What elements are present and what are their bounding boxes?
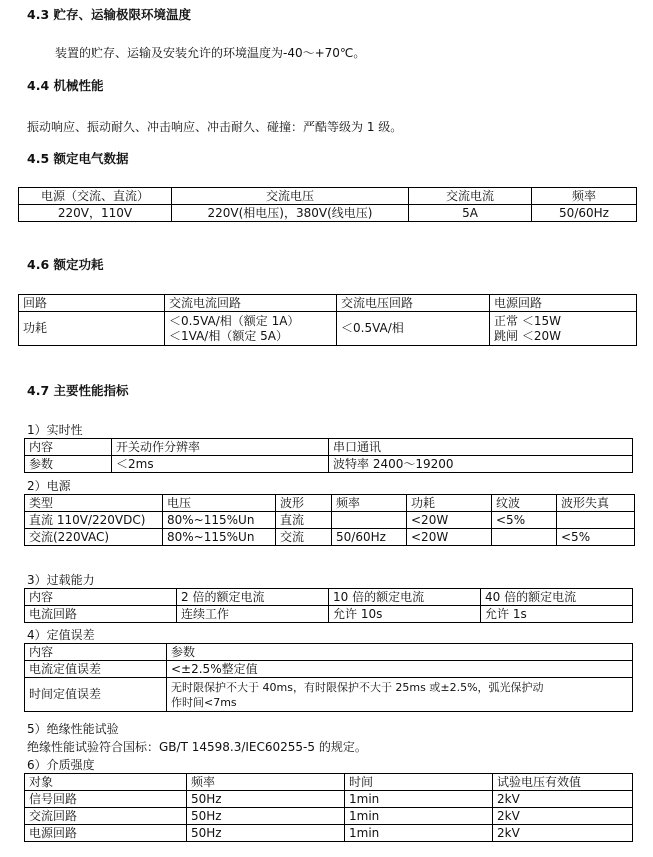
realtime-table xyxy=(24,438,633,473)
header-cell: 对象 xyxy=(25,774,187,791)
table-cell: 40 倍的额定电流 xyxy=(481,589,633,606)
header-cell: 电源回路 xyxy=(490,295,637,312)
table-cell: 参数 xyxy=(25,456,112,473)
table-cell: 50/60Hz xyxy=(532,205,637,222)
header-cell: 波形失真 xyxy=(557,495,635,512)
table-cell: 功耗 xyxy=(19,312,165,346)
section-4-7-heading: 4.7 主要性能指标 xyxy=(27,383,129,398)
cell-line: 跳闸 ＜20W xyxy=(494,328,561,343)
table-cell: <±2.5%整定值 xyxy=(167,661,633,678)
header-cell: 频率 xyxy=(187,774,345,791)
table-cell xyxy=(490,312,637,346)
header-cell: 时间 xyxy=(345,774,493,791)
header-cell: 频率 xyxy=(332,495,407,512)
header-cell: 类型 xyxy=(25,495,163,512)
table-cell: 80%~115%Un xyxy=(163,512,276,529)
header-cell: 功耗 xyxy=(407,495,492,512)
header-cell: 交流电流 xyxy=(409,188,532,205)
header-cell: 交流电压回路 xyxy=(337,295,490,312)
table-cell: <20W xyxy=(407,512,492,529)
table-cell: 内容 xyxy=(25,589,177,606)
table-cell: 10 倍的额定电流 xyxy=(329,589,481,606)
table-cell: 1min xyxy=(345,791,493,808)
table-cell: <20W xyxy=(407,529,492,546)
table-cell: 50/60Hz xyxy=(332,529,407,546)
table-cell: 直流 110V/220VDC) xyxy=(25,512,163,529)
header-cell: 回路 xyxy=(19,295,165,312)
table-cell: 内容 xyxy=(25,644,167,661)
table-cell: 开关动作分辨率 xyxy=(112,439,329,456)
table-cell: 交流(220VAC) xyxy=(25,529,163,546)
table-cell: 连续工作 xyxy=(177,606,329,623)
insulation-text: 绝缘性能试验符合国标：GB/T 14598.3/IEC60255-5 的规定。 xyxy=(27,740,367,754)
table-cell: <5% xyxy=(557,529,635,546)
section-4-3-heading: 4.3 贮存、运输极限环境温度 xyxy=(27,7,191,22)
table-cell: 时间定值误差 xyxy=(25,678,167,712)
table-cell: 参数 xyxy=(167,644,633,661)
dielectric-strength-table xyxy=(24,773,633,842)
subsection-title: 1）实时性 xyxy=(27,423,83,437)
table-cell xyxy=(332,512,407,529)
header-cell: 试验电压有效值 xyxy=(493,774,633,791)
cell-line: 作时间<7ms xyxy=(171,695,237,709)
table-cell xyxy=(165,312,337,346)
cell-line: ＜1VA/相（额定 5A） xyxy=(169,328,288,343)
cell-line: 无时限保护不大于 40ms，有时限保护不大于 25ms 或±2.5%，弧光保护动 xyxy=(171,680,544,694)
subsection-title: 3）过载能力 xyxy=(27,573,95,587)
power-supply-table xyxy=(24,494,635,546)
table-cell: 2kV xyxy=(493,808,633,825)
table-cell: 50Hz xyxy=(187,808,345,825)
subsection-title: 4）定值误差 xyxy=(27,628,95,642)
table-cell: 交流回路 xyxy=(25,808,187,825)
setting-error-table xyxy=(24,643,633,712)
table-cell: 1min xyxy=(345,808,493,825)
table-cell: ＜0.5VA/相 xyxy=(337,312,490,346)
header-cell: 纹波 xyxy=(492,495,557,512)
power-consumption-table xyxy=(18,294,637,346)
table-cell: 50Hz xyxy=(187,825,345,842)
table-cell: 电流定值误差 xyxy=(25,661,167,678)
table-cell: 信号回路 xyxy=(25,791,187,808)
table-cell xyxy=(167,678,633,712)
table-cell: 内容 xyxy=(25,439,112,456)
cell-line: 正常 ＜15W xyxy=(494,313,561,328)
table-cell: 5A xyxy=(409,205,532,222)
table-cell: 交流 xyxy=(276,529,332,546)
table-cell: 允许 10s xyxy=(329,606,481,623)
table-cell: 电源回路 xyxy=(25,825,187,842)
table-cell: 电流回路 xyxy=(25,606,177,623)
table-cell: 允许 1s xyxy=(481,606,633,623)
subsection-title: 5）绝缘性能试验 xyxy=(27,722,119,736)
table-cell: 50Hz xyxy=(187,791,345,808)
section-4-4-text: 振动响应、振动耐久、冲击响应、冲击耐久、碰撞：严酷等级为 1 级。 xyxy=(27,120,403,134)
header-cell: 交流电流回路 xyxy=(165,295,337,312)
table-cell: 220V(相电压)，380V(线电压) xyxy=(172,205,409,222)
header-cell: 频率 xyxy=(532,188,637,205)
header-cell: 波形 xyxy=(276,495,332,512)
table-cell: 220V，110V xyxy=(19,205,172,222)
rated-electrical-table xyxy=(18,187,637,222)
overload-table xyxy=(24,588,633,623)
table-cell: 串口通讯 xyxy=(329,439,633,456)
section-4-6-heading: 4.6 额定功耗 xyxy=(27,257,104,272)
cell-line: ＜0.5VA/相（额定 1A） xyxy=(169,313,300,328)
table-cell: 2kV xyxy=(493,825,633,842)
subsection-title: 2）电源 xyxy=(27,479,71,493)
table-cell: <5% xyxy=(492,512,557,529)
table-cell xyxy=(492,529,557,546)
table-cell: 2kV xyxy=(493,791,633,808)
table-cell: 2 倍的额定电流 xyxy=(177,589,329,606)
table-cell: ＜2ms xyxy=(112,456,329,473)
header-cell: 电压 xyxy=(163,495,276,512)
table-cell: 波特率 2400～19200 xyxy=(329,456,633,473)
table-cell: 直流 xyxy=(276,512,332,529)
header-cell: 电源（交流、直流） xyxy=(19,188,172,205)
table-cell xyxy=(557,512,635,529)
section-4-5-heading: 4.5 额定电气数据 xyxy=(27,151,129,166)
table-cell: 80%~115%Un xyxy=(163,529,276,546)
header-cell: 交流电压 xyxy=(172,188,409,205)
section-4-3-text: 装置的贮存、运输及安装允许的环境温度为-40～+70℃。 xyxy=(55,46,366,60)
table-cell: 1min xyxy=(345,825,493,842)
section-4-4-heading: 4.4 机械性能 xyxy=(27,78,104,93)
subsection-title: 6）介质强度 xyxy=(27,758,95,772)
